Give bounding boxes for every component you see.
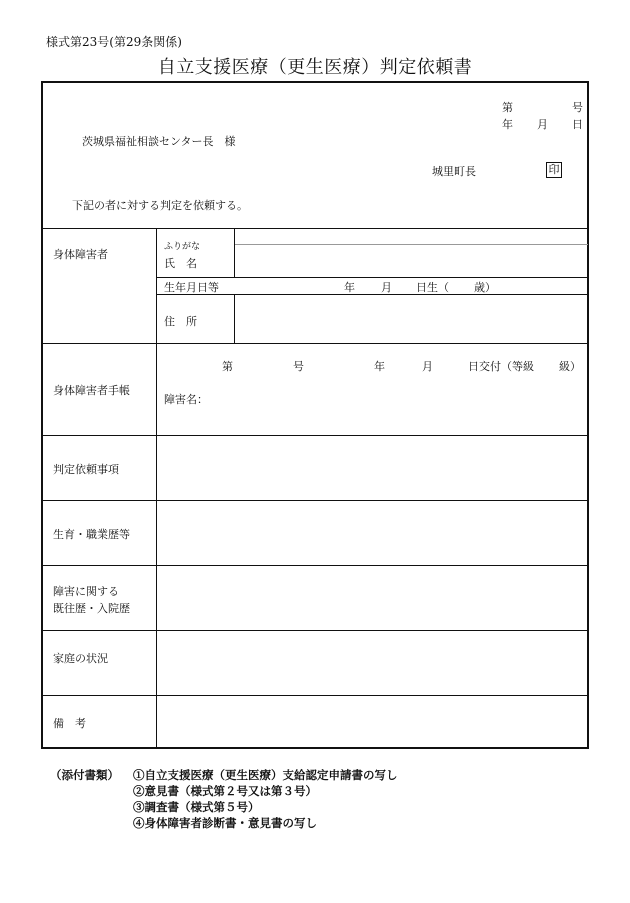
address-label: 住 所 bbox=[164, 315, 197, 328]
techo-dai: 第 bbox=[222, 360, 233, 373]
number-dai: 第 bbox=[502, 101, 513, 114]
line-name-column bbox=[234, 228, 235, 277]
techo-grade: 級） bbox=[559, 360, 581, 373]
request-text: 下記の者に対する判定を依頼する。 bbox=[72, 199, 248, 212]
techo-year: 年 bbox=[374, 360, 385, 373]
line-person-bottom bbox=[42, 343, 588, 344]
document-title: 自立支援医療（更生医療）判定依頼書 bbox=[157, 57, 473, 78]
seal-stamp: 印 bbox=[546, 162, 562, 178]
line-family-bottom bbox=[42, 695, 588, 696]
date-year: 年 bbox=[502, 118, 513, 131]
birth-age: 歳） bbox=[474, 281, 496, 294]
birth-label: 生年月日等 bbox=[164, 281, 219, 294]
number-go: 号 bbox=[572, 101, 583, 114]
attachment-item-3: ③調査書（様式第５号） bbox=[133, 800, 260, 814]
attachment-item-2: ②意見書（様式第２号又は第３号） bbox=[133, 784, 317, 798]
line-label-column bbox=[156, 228, 157, 748]
line-address-column bbox=[234, 294, 235, 343]
attachments-label: （添付書類） bbox=[50, 768, 119, 782]
date-day: 日 bbox=[572, 118, 583, 131]
line-birth-bottom bbox=[157, 294, 588, 295]
techo-section-label: 身体障害者手帳 bbox=[53, 384, 130, 397]
birth-month: 月 bbox=[381, 281, 392, 294]
disability-history-label-2: 既往歴・入院歴 bbox=[53, 602, 130, 615]
birth-day: 日生（ bbox=[416, 281, 449, 294]
line-request-bottom bbox=[42, 500, 588, 501]
remarks-label: 備 考 bbox=[53, 717, 86, 730]
attachment-item-4: ④身体障害者診断書・意見書の写し bbox=[133, 816, 317, 830]
form-number: 様式第23号(第29条関係) bbox=[46, 35, 182, 49]
techo-go: 号 bbox=[293, 360, 304, 373]
birth-year: 年 bbox=[344, 281, 355, 294]
form-frame bbox=[41, 81, 589, 749]
history-label: 生育・職業歴等 bbox=[53, 528, 130, 541]
techo-month: 月 bbox=[422, 360, 433, 373]
line-name-bottom bbox=[157, 277, 588, 278]
attachment-item-1: ①自立支援医療（更生医療）支給認定申請書の写し bbox=[133, 768, 398, 782]
disability-history-label-1: 障害に関する bbox=[53, 585, 119, 598]
date-month: 月 bbox=[537, 118, 548, 131]
person-section-label: 身体障害者 bbox=[53, 248, 108, 261]
family-label: 家庭の状況 bbox=[53, 652, 108, 665]
techo-issue: 日交付（等級 bbox=[468, 360, 534, 373]
line-techo-bottom bbox=[42, 435, 588, 436]
disability-name-label: 障害名： bbox=[164, 393, 208, 406]
line-disability-bottom bbox=[42, 630, 588, 631]
sender: 城里町長 bbox=[432, 165, 476, 178]
furigana-label: ふりがな bbox=[164, 242, 201, 252]
line-history-bottom bbox=[42, 565, 588, 566]
name-label: 氏 名 bbox=[164, 257, 197, 270]
request-items-label: 判定依頼事項 bbox=[53, 463, 119, 476]
line-header-bottom bbox=[42, 228, 588, 229]
line-furigana bbox=[235, 244, 588, 245]
addressee: 茨城県福祉相談センター長 様 bbox=[82, 135, 236, 148]
